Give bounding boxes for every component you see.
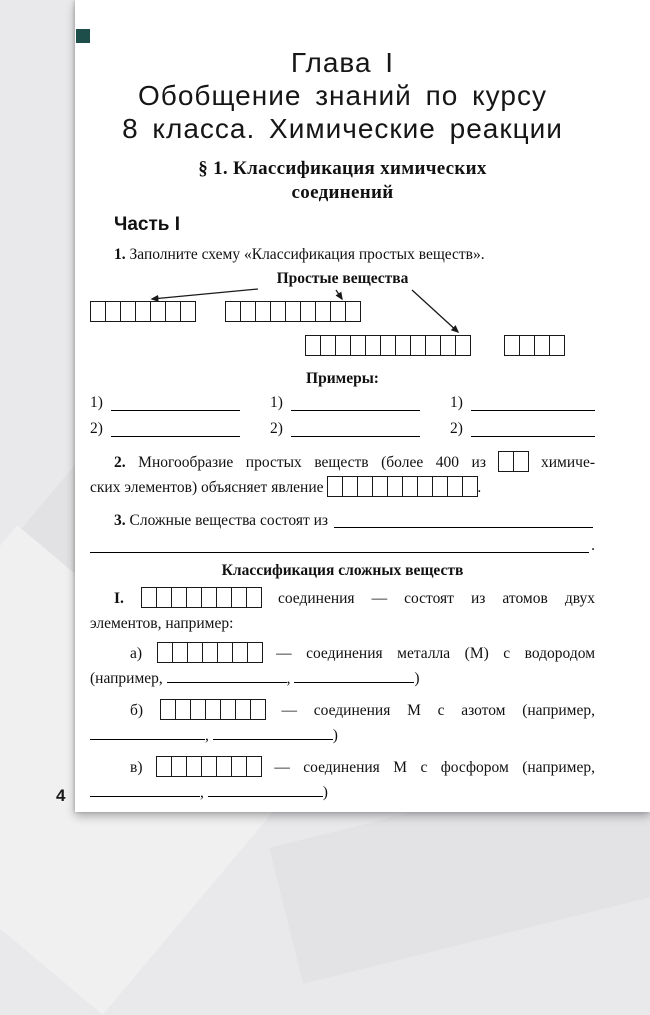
nitrides-example-blank-1 bbox=[90, 726, 205, 740]
scheme-answer-boxes-bottom-short bbox=[504, 335, 564, 356]
binary-answer-boxes bbox=[141, 587, 261, 608]
binary-number: I. bbox=[114, 590, 124, 607]
task2-digit-boxes bbox=[498, 451, 528, 472]
phosphides-answer-boxes bbox=[156, 756, 261, 777]
hydrides-text: — соединения металла (М) с водородом bbox=[276, 645, 596, 662]
task2-text-b: химиче- bbox=[541, 454, 596, 471]
example-number: 1) bbox=[270, 394, 283, 411]
task2-line2 bbox=[90, 475, 595, 500]
examples-column-2 bbox=[270, 390, 420, 442]
example-blank bbox=[471, 436, 595, 437]
chapter-subtitle-line1: Обобщение знаний по курсу bbox=[138, 80, 547, 111]
phosphides-example-blank-1 bbox=[90, 783, 200, 797]
chapter-subtitle-line2: 8 класса. Химические реакции bbox=[122, 113, 563, 144]
task1-text bbox=[90, 242, 595, 267]
hydrides-example-blank-1 bbox=[167, 669, 287, 683]
task2-text-a: Многообразие простых веществ (более 400 из bbox=[138, 454, 486, 471]
task2-word-boxes bbox=[327, 476, 477, 497]
task3-text: Сложные вещества состоят из bbox=[129, 512, 329, 529]
task2-text-c: ских элементов) объясняет явление bbox=[90, 479, 324, 496]
task1-number: 1. bbox=[114, 246, 126, 263]
chapter-corner-mark bbox=[76, 29, 90, 43]
part-label: Часть I bbox=[114, 214, 181, 235]
scheme-answer-boxes-bottom-long bbox=[305, 335, 470, 356]
example-blank bbox=[111, 410, 240, 411]
example-blank bbox=[291, 436, 420, 437]
task3-line2 bbox=[90, 533, 595, 558]
section-heading-line1: § 1. Классификация химических bbox=[198, 158, 487, 179]
complex-classification-heading: Классификация сложных веществ bbox=[221, 562, 464, 579]
binary-line1 bbox=[90, 586, 595, 611]
nitrides-comma: , bbox=[205, 727, 209, 744]
example-blank bbox=[471, 410, 595, 411]
examples-column-1 bbox=[90, 390, 240, 442]
scheme-answer-boxes-left bbox=[90, 301, 195, 322]
example-number: 2) bbox=[90, 420, 103, 437]
nitrides-close: ) bbox=[332, 727, 338, 744]
chapter-title: Глава I bbox=[290, 47, 395, 78]
task3-line1 bbox=[90, 508, 595, 533]
scheme-simple-substances bbox=[90, 269, 595, 361]
hydrides-line2 bbox=[90, 666, 595, 691]
example-row bbox=[450, 390, 595, 416]
phosphides-close: ) bbox=[322, 784, 328, 801]
task1-instruction: Заполните схему «Классификация простых веществ». bbox=[129, 246, 485, 263]
example-row bbox=[90, 416, 240, 442]
example-row bbox=[270, 390, 420, 416]
phosphides-label: в) bbox=[130, 759, 143, 776]
phosphides-example-blank-2 bbox=[208, 783, 323, 797]
example-number: 1) bbox=[450, 394, 463, 411]
hydrides-close: ) bbox=[414, 670, 420, 687]
hydrides-label: а) bbox=[130, 645, 143, 662]
example-number: 2) bbox=[270, 420, 283, 437]
phosphides-line1 bbox=[90, 755, 595, 780]
nitrides-answer-boxes bbox=[160, 699, 265, 720]
examples-grid bbox=[90, 390, 595, 442]
nitrides-text: — соединения М с азотом (например, bbox=[281, 702, 595, 719]
page-content bbox=[75, 0, 650, 805]
task3-blank-line1 bbox=[334, 527, 593, 528]
nitrides-example-blank-2 bbox=[213, 726, 333, 740]
task3-blank-line2 bbox=[90, 552, 589, 553]
binary-text: соединения — состоят из атомов двух bbox=[277, 590, 595, 607]
example-number: 1) bbox=[90, 394, 103, 411]
phosphides-line2 bbox=[90, 780, 595, 805]
page-number: 4 bbox=[56, 786, 66, 805]
scheme-title: Простые вещества bbox=[276, 270, 409, 287]
example-blank bbox=[291, 410, 420, 411]
workbook-page bbox=[75, 0, 650, 812]
chapter-heading bbox=[90, 46, 595, 145]
task3-number: 3. bbox=[114, 512, 126, 529]
examples-column-3 bbox=[450, 390, 595, 442]
hydrides-example-prefix: (например, bbox=[90, 670, 163, 687]
nitrides-line2 bbox=[90, 723, 595, 748]
example-row bbox=[270, 416, 420, 442]
phosphides-comma: , bbox=[200, 784, 204, 801]
task2-number: 2. bbox=[114, 454, 126, 471]
task2-period: . bbox=[477, 479, 482, 496]
examples-label: Примеры: bbox=[306, 370, 379, 387]
task2-line1 bbox=[90, 450, 595, 475]
scheme-row-2 bbox=[305, 335, 595, 356]
task3-period: . bbox=[591, 537, 595, 554]
nitrides-line1 bbox=[90, 698, 595, 723]
example-row bbox=[90, 390, 240, 416]
hydrides-example-blank-2 bbox=[294, 669, 414, 683]
hydrides-line1 bbox=[90, 641, 595, 666]
scheme-row-1 bbox=[90, 301, 595, 322]
section-heading-line2: соединений bbox=[291, 182, 394, 203]
nitrides-label: б) bbox=[130, 702, 144, 719]
binary-line2: элементов, например: bbox=[90, 615, 234, 632]
example-number: 2) bbox=[450, 420, 463, 437]
section-heading bbox=[90, 157, 595, 205]
scheme-answer-boxes-middle bbox=[225, 301, 360, 322]
example-row bbox=[450, 416, 595, 442]
example-blank bbox=[111, 436, 240, 437]
hydrides-comma: , bbox=[286, 670, 291, 687]
phosphides-text: — соединения М с фосфором (например, bbox=[274, 759, 595, 776]
hydrides-answer-boxes bbox=[157, 642, 262, 663]
